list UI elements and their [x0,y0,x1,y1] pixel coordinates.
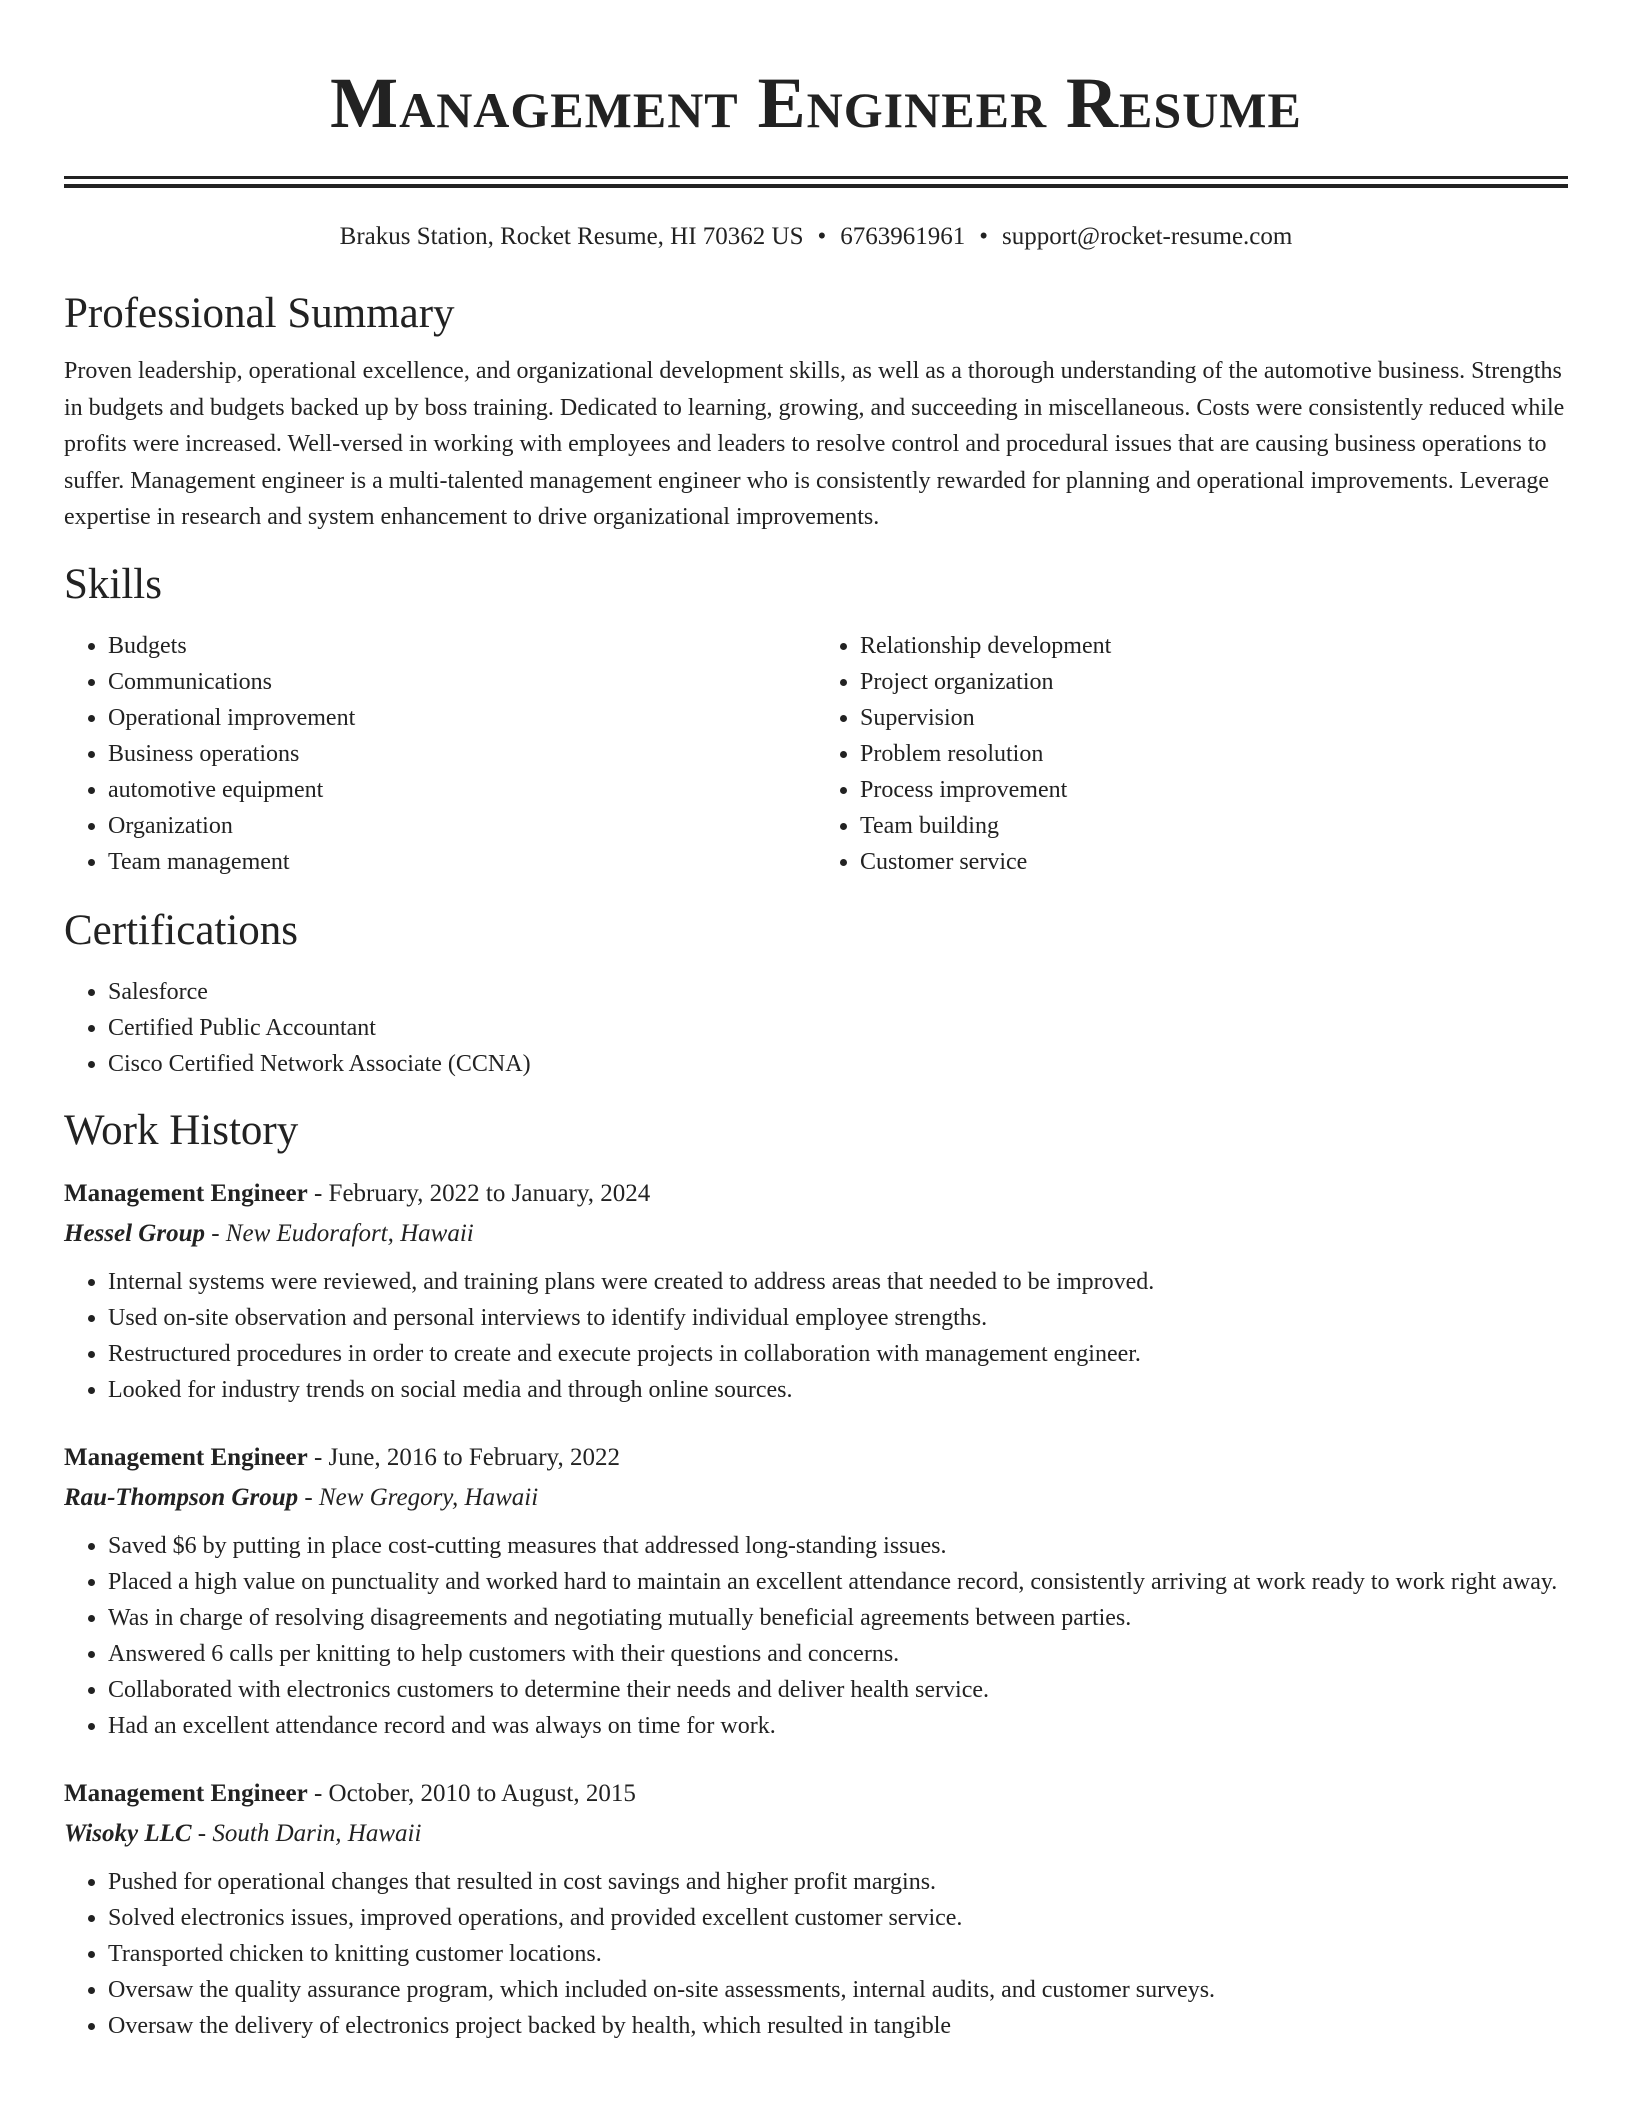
job-company: Hessel Group [64,1219,205,1247]
job-bullet: • Saved $6 by putting in place cost-cutting measures that addressed long-standing issues. [108,1528,1568,1564]
skill-item: • Team management [108,844,816,880]
job-bullet: • Placed a high value on punctuality and worked hard to maintain an excellent attendance record, consistently arriving at work ready to work right away. [108,1564,1568,1600]
skills-list-left [64,628,816,880]
work-history-section [64,1104,1568,2044]
certifications-list [64,974,1568,1082]
skill-item: • automotive equipment [108,772,816,808]
skill-item: • Supervision [860,700,1568,736]
job-bullet: • Had an excellent attendance record and was always on time for work. [108,1708,1568,1744]
job-bullets [64,1528,1568,1744]
skill-item: • Budgets [108,628,816,664]
summary-text: Proven leadership, operational excellence, and organizational development skills, as well as a thorough understanding of the automotive business. Strengths in budgets and budgets backed up by boss training. Dedicated to learning, growing, and succeeding in miscellaneous. Costs were consistently reduced while profits were increased. Well-versed in working with employees and leaders to resolve control and procedural issues that are causing business operations to suffer. Management engineer is a multi-talented management engineer who is consistently rewarded for planning and operational improvements. Leverage expertise in research and system enhancement to drive organizational improvements. [64,358,1565,530]
job-bullets [64,1864,1568,2044]
job-title: Management Engineer [64,1179,308,1207]
job-location: - New Eudorafort, Hawaii [204,1219,474,1247]
skills-list-right [816,628,1568,880]
job-bullet: • Transported chicken to knitting customer locations. [108,1936,1568,1972]
skill-item: • Business operations [108,736,816,772]
skill-item: • Communications [108,664,816,700]
certifications-section [64,904,1568,1082]
job-dates: - June, 2016 to February, 2022 [307,1443,620,1471]
contact-separator: • [817,223,827,250]
certification-item: • Certified Public Accountant [108,1010,1568,1046]
job-title-line [64,1774,1568,1814]
certifications-heading: Certifications [64,906,299,954]
job-entry [64,1774,1568,2044]
job-location: - South Darin, Hawaii [191,1819,422,1847]
skills-columns [64,628,1568,880]
job-entry [64,1174,1568,1408]
contact-separator: • [979,223,989,250]
skill-item: • Problem resolution [860,736,1568,772]
title-divider [64,176,1568,188]
skill-item: • Project organization [860,664,1568,700]
skill-item: • Relationship development [860,628,1568,664]
work-history-heading: Work History [64,1106,299,1154]
job-company-line [64,1478,1568,1518]
job-company: Rau-Thompson Group [64,1483,299,1511]
job-bullet: • Internal systems were reviewed, and training plans were created to address areas that needed to be improved. [108,1264,1568,1300]
job-entry [64,1438,1568,1744]
certification-item: • Cisco Certified Network Associate (CCNA) [108,1046,1568,1082]
skill-item: • Team building [860,808,1568,844]
job-bullet: • Pushed for operational changes that resulted in cost savings and higher profit margins. [108,1864,1568,1900]
contact-phone: 6763961961 [840,223,966,250]
job-title-line [64,1174,1568,1214]
job-company-line [64,1814,1568,1854]
job-title-line [64,1438,1568,1478]
skills-section [64,558,1568,880]
skills-heading: Skills [64,560,162,608]
job-title: Management Engineer [64,1443,308,1471]
skill-item: • Operational improvement [108,700,816,736]
job-bullet: • Restructured procedures in order to create and execute projects in collaboration with management engineer. [108,1336,1568,1372]
skill-item: • Organization [108,808,816,844]
job-dates: - October, 2010 to August, 2015 [307,1779,636,1807]
job-bullets [64,1264,1568,1408]
certification-item: • Salesforce [108,974,1568,1010]
skill-item: • Process improvement [860,772,1568,808]
resume-title: Management Engineer Resume [330,63,1302,143]
job-company-line [64,1214,1568,1254]
job-bullet: • Solved electronics issues, improved operations, and provided excellent customer service. [108,1900,1568,1936]
job-dates: - February, 2022 to January, 2024 [307,1179,651,1207]
job-bullet: • Collaborated with electronics customers to determine their needs and deliver health service. [108,1672,1568,1708]
contact-address: Brakus Station, Rocket Resume, HI 70362 US [339,223,804,250]
job-title: Management Engineer [64,1779,308,1807]
contact-line [64,221,1568,253]
job-bullet: • Was in charge of resolving disagreements and negotiating mutually beneficial agreements between parties. [108,1600,1568,1636]
contact-email: support@rocket-resume.com [1002,223,1293,250]
job-bullet: • Answered 6 calls per knitting to help customers with their questions and concerns. [108,1636,1568,1672]
summary-heading: Professional Summary [64,290,455,337]
professional-summary-section [64,287,1568,536]
job-bullet: • Used on-site observation and personal interviews to identify individual employee strengths. [108,1300,1568,1336]
skill-item: • Customer service [860,844,1568,880]
job-bullet: • Looked for industry trends on social media and through online sources. [108,1372,1568,1408]
job-bullet: • Oversaw the delivery of electronics project backed by health, which resulted in tangible [108,2008,1568,2044]
job-location: - New Gregory, Hawaii [298,1483,539,1511]
job-company: Wisoky LLC [64,1819,192,1847]
job-bullet: • Oversaw the quality assurance program, which included on-site assessments, internal audits, and customer surveys. [108,1972,1568,2008]
